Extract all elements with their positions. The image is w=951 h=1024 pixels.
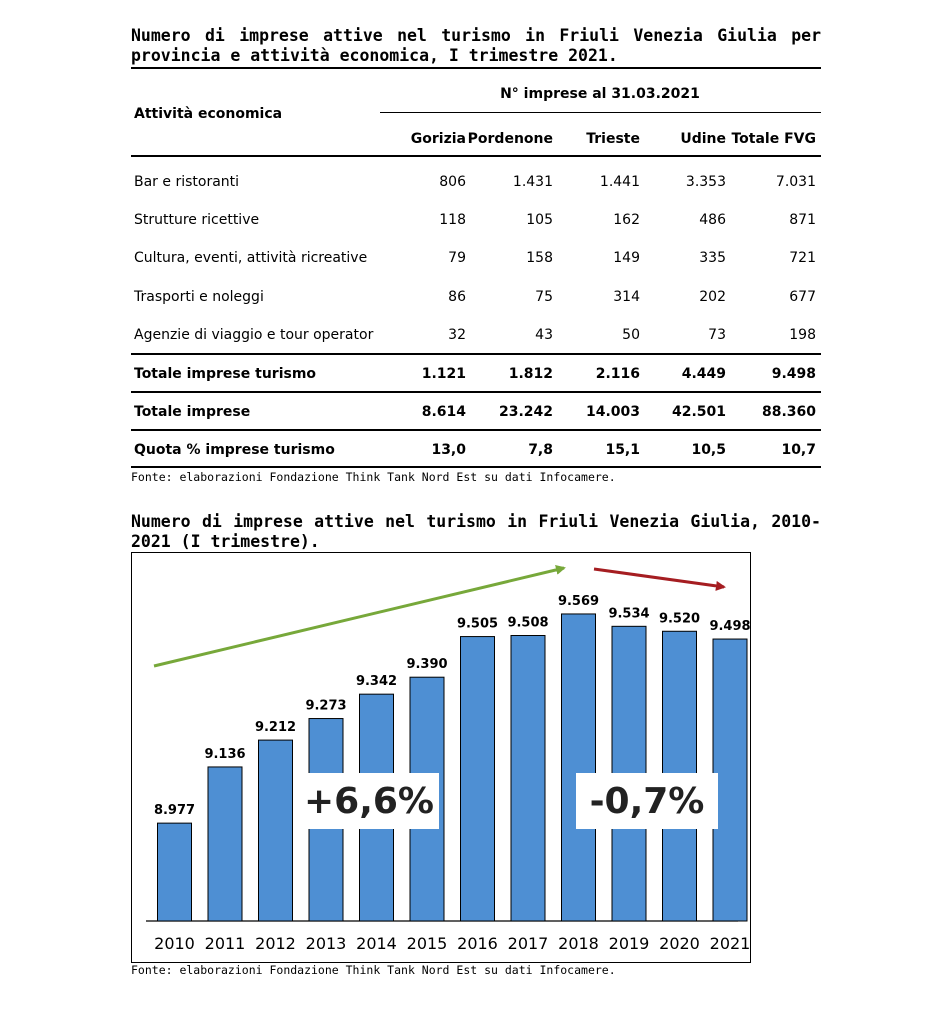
total-rule [131,429,821,431]
table-cell: 806 [439,174,466,190]
table-bottom-rule [131,466,821,468]
table-cell: 3.353 [685,174,726,190]
bar-value-label: 9.508 [507,615,549,631]
bar-value-label: 9.505 [456,616,499,632]
bar-value-label: 9.212 [254,720,297,736]
title-rule [131,67,821,69]
total-cell: 88.360 [761,404,816,420]
total-cell: 13,0 [431,442,466,458]
row-label: Cultura, eventi, attività ricreative [134,250,368,266]
x-tick-label: 2017 [507,934,549,953]
growth-arrow [154,568,564,666]
table-cell: 43 [535,327,553,343]
bar [208,767,242,921]
decline-arrow [594,569,724,587]
table-title: Numero di imprese attive nel turismo in Friuli Venezia Giulia per provincia e attività economica, I trimestre 2021. [131,26,821,65]
table-cell: 105 [526,212,553,228]
bar-value-label: 9.136 [204,746,246,762]
table-cell: 202 [699,289,726,305]
bar-value-label: 9.534 [608,606,650,622]
total-cell: 1.121 [421,366,466,382]
total-cell: 14.003 [585,404,640,420]
col-header-trieste: Trieste [586,131,640,147]
table-cell: 314 [613,289,640,305]
row-label: Trasporti e noleggi [134,289,264,305]
annotation-text: +6,6% [303,781,435,822]
x-tick-label: 2011 [204,934,246,953]
table-cell: 118 [439,212,466,228]
total-rule [131,391,821,393]
total-cell: 10,7 [781,442,816,458]
table-cell: 86 [448,289,466,305]
total-cell: 4.449 [681,366,726,382]
x-tick-label: 2020 [659,934,700,953]
total-row-label: Totale imprese turismo [134,366,317,382]
row-header: Attività economica [134,106,283,122]
table-cell: 32 [448,327,466,343]
table-cell: 73 [708,327,726,343]
bar-value-label: 9.569 [557,593,600,609]
total-cell: 7,8 [528,442,553,458]
row-label: Strutture ricettive [134,212,260,228]
table-cell: 149 [613,250,640,266]
bar-value-label: 9.342 [355,674,398,690]
table-cell: 158 [526,250,553,266]
total-cell: 23.242 [498,404,553,420]
x-tick-label: 2019 [608,934,650,953]
row-label: Agenzie di viaggio e tour operator [134,327,374,343]
table-cell: 721 [789,250,816,266]
x-tick-label: 2018 [558,934,599,953]
table-source: Fonte: elaborazioni Fondazione Think Tank Nord Est su dati Infocamere. [131,470,616,484]
total-cell: 10,5 [691,442,726,458]
group-header-rule [380,112,821,113]
total-cell: 1.812 [508,366,553,382]
row-label: Bar e ristoranti [134,174,240,190]
x-tick-label: 2013 [305,934,347,953]
x-tick-label: 2014 [356,934,397,953]
table-cell: 335 [699,250,726,266]
bar-value-label: 8.977 [153,803,196,819]
header-rule [131,155,821,157]
chart-title: Numero di imprese attive nel turismo in Friuli Venezia Giulia, 2010-2021 (I trimestre). [131,512,821,551]
x-tick-label: 2012 [255,934,296,953]
table-cell: 79 [448,250,466,266]
total-cell: 42.501 [671,404,726,420]
table-cell: 486 [699,212,726,228]
bar [461,637,495,921]
table-cell: 677 [789,289,816,305]
bar-value-label: 9.390 [406,657,448,673]
bar-chart [132,553,751,963]
table-cell: 75 [535,289,553,305]
bar [511,636,545,921]
total-cell: 9.498 [771,366,816,382]
bar [158,823,192,921]
table-cell: 162 [613,212,640,228]
x-tick-label: 2021 [709,934,751,953]
total-row-label: Totale imprese [134,404,251,420]
chart-source: Fonte: elaborazioni Fondazione Think Tank Nord Est su dati Infocamere. [131,963,616,977]
total-cell: 8.614 [421,404,466,420]
table-cell: 1.441 [599,174,640,190]
bar [562,614,596,921]
col-header-totale: Totale FVG [731,131,816,147]
bar-value-label: 9.520 [658,611,701,627]
table-cell: 871 [789,212,816,228]
total-cell: 15,1 [605,442,640,458]
col-header-pordenone: Pordenone [467,131,553,147]
total-rule [131,353,821,355]
total-row-label: Quota % imprese turismo [134,442,335,458]
chart-frame [131,552,751,963]
annotation-text: -0,7% [589,781,705,822]
total-cell: 2.116 [595,366,640,382]
table-cell: 198 [789,327,816,343]
x-tick-label: 2010 [154,934,195,953]
bar [259,740,293,921]
bar [713,639,747,921]
table-cell: 7.031 [775,174,816,190]
col-header-udine: Udine [680,131,726,147]
bar-value-label: 9.273 [305,698,347,714]
table-cell: 1.431 [512,174,553,190]
bar-value-label: 9.498 [709,619,751,635]
group-header: N° imprese al 31.03.2021 [500,86,700,102]
x-tick-label: 2015 [406,934,448,953]
table-cell: 50 [622,327,640,343]
x-tick-label: 2016 [457,934,498,953]
col-header-gorizia: Gorizia [410,131,466,147]
